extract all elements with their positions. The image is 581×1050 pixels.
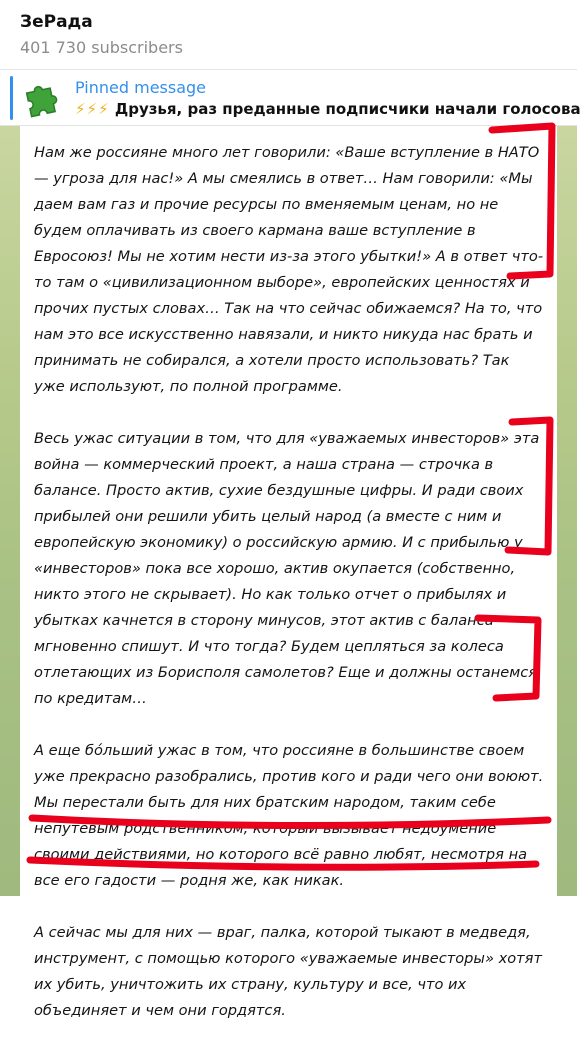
pinned-message-bar[interactable] bbox=[0, 70, 581, 126]
message-paragraph: А еще бо́льший ужас в том, что россияне в большинстве своем уже прекрасно разобрались, против кого и ради чего они воюют. Мы перестали быть для них братским народом, таким себе непутевым родственником, который вызывает недоумение своими действиями, но которого всё равно любят, несмотря на все его гадости — родня же, как никак. bbox=[34, 742, 544, 889]
lightning-icon: ⚡⚡⚡ bbox=[75, 100, 110, 118]
pinned-preview bbox=[75, 100, 581, 118]
green-puzzle-icon bbox=[22, 78, 62, 118]
pinned-label: Pinned message bbox=[75, 78, 207, 97]
channel-title: ЗеРада bbox=[20, 12, 93, 32]
chat-area[interactable] bbox=[0, 126, 577, 1019]
subscriber-count: 401 730 subscribers bbox=[20, 38, 183, 57]
pinned-preview-text: Друзья, раз преданные подписчики начали голосова bbox=[114, 100, 581, 118]
pinned-indicator bbox=[10, 76, 13, 120]
message-paragraph: Весь ужас ситуации в том, что для «уважаемых инвесторов» эта война — коммерческий проект, а наша страна — строчка в балансе. Просто актив, сухие бездушные цифры. И ради своих прибылей они решили убить целый народ (а вместе с ним и европейскую экономику) о российскую армию. И с прибылью у «инвесторов» пока все хорошо, актив окупается (собственно, никто этого не скрывает). Но как только отчет о прибылях и убытках качнется в сторону минусов, этот актив с баланса мгновенно спишут. И что тогда? Будем цепляться за колеса отлетающих из Борисполя самолетов? Еще и должны останемся по кредитам… bbox=[34, 430, 540, 707]
channel-header[interactable] bbox=[0, 0, 577, 70]
message-paragraph: А сейчас мы для них — враг, палка, которой тыкают в медведя, инструмент, с помощью которого «уважаемые инвесторы» хотят их убить, уничтожить их страну, культуру и все, что их объединяет и чем они гордятся. bbox=[34, 924, 542, 1019]
message-paragraph: Нам же россияне много лет говорили: «Ваше вступление в НАТО — угроза для нас!» А мы смеялись в ответ… Нам говорили: «Мы даем вам газ и прочие ресурсы по вменяемым ценам, но не будем оплачивать из своего кармана ваше вступление в Евросоюз! Мы не хотим нести из-за этого убытки!» А в ответ что-то там о «цивилизационном выборе», европейских ценностях и прочих пустых словах… Так на что сейчас обижаемся? На то, что нам это все искусственно навязали, и никто никуда нас брать и принимать не собирался, а хотели просто использовать? Так уже используют, по полной программе. bbox=[34, 144, 544, 395]
message-text bbox=[34, 140, 544, 1050]
